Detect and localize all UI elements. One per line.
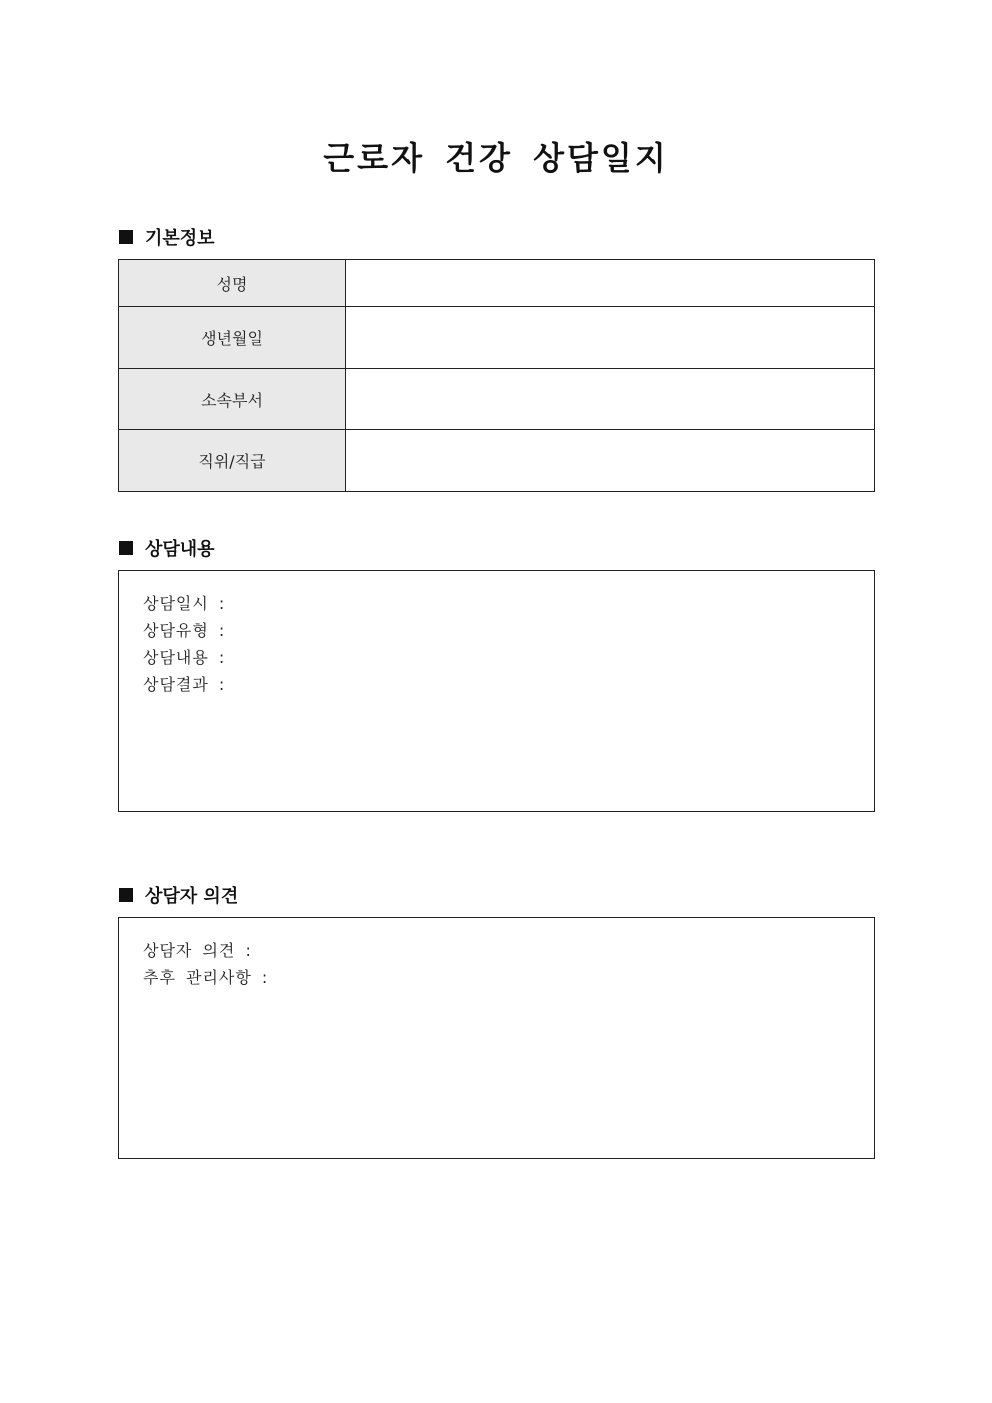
field-value-birthdate[interactable] (346, 307, 875, 369)
follow-up-line: 추후 관리사항 : (143, 968, 269, 987)
consultation-datetime-line: 상담일시 : (143, 594, 226, 613)
square-bullet-icon (119, 888, 133, 902)
field-label-birthdate: 생년월일 (119, 307, 346, 369)
section-heading-label: 기본정보 (145, 228, 215, 249)
section-heading-label: 상담내용 (145, 539, 215, 560)
field-value-name[interactable] (346, 260, 875, 307)
section-heading-consultation (119, 535, 215, 561)
table-row (119, 369, 875, 430)
field-value-position[interactable] (346, 430, 875, 492)
counselor-opinion-box[interactable] (118, 917, 875, 1159)
section-heading-label: 상담자 의견 (145, 886, 239, 907)
section-heading-basic-info (119, 224, 215, 250)
square-bullet-icon (119, 230, 133, 244)
consultation-content-line: 상담내용 : (143, 648, 226, 667)
field-value-department[interactable] (346, 369, 875, 430)
counselor-opinion-line: 상담자 의견 : (143, 941, 252, 960)
section-heading-counselor-opinion (119, 882, 238, 908)
consultation-box[interactable] (118, 570, 875, 812)
table-row (119, 430, 875, 492)
table-row (119, 307, 875, 369)
consultation-result-line: 상담결과 : (143, 675, 226, 694)
field-label-department: 소속부서 (119, 369, 346, 430)
table-row (119, 260, 875, 307)
basic-info-table (118, 259, 875, 492)
field-label-position: 직위/직급 (119, 430, 346, 492)
square-bullet-icon (119, 541, 133, 555)
consultation-type-line: 상담유형 : (143, 621, 226, 640)
field-label-name: 성명 (119, 260, 346, 307)
document-title: 근로자 건강 상담일지 (323, 139, 669, 177)
